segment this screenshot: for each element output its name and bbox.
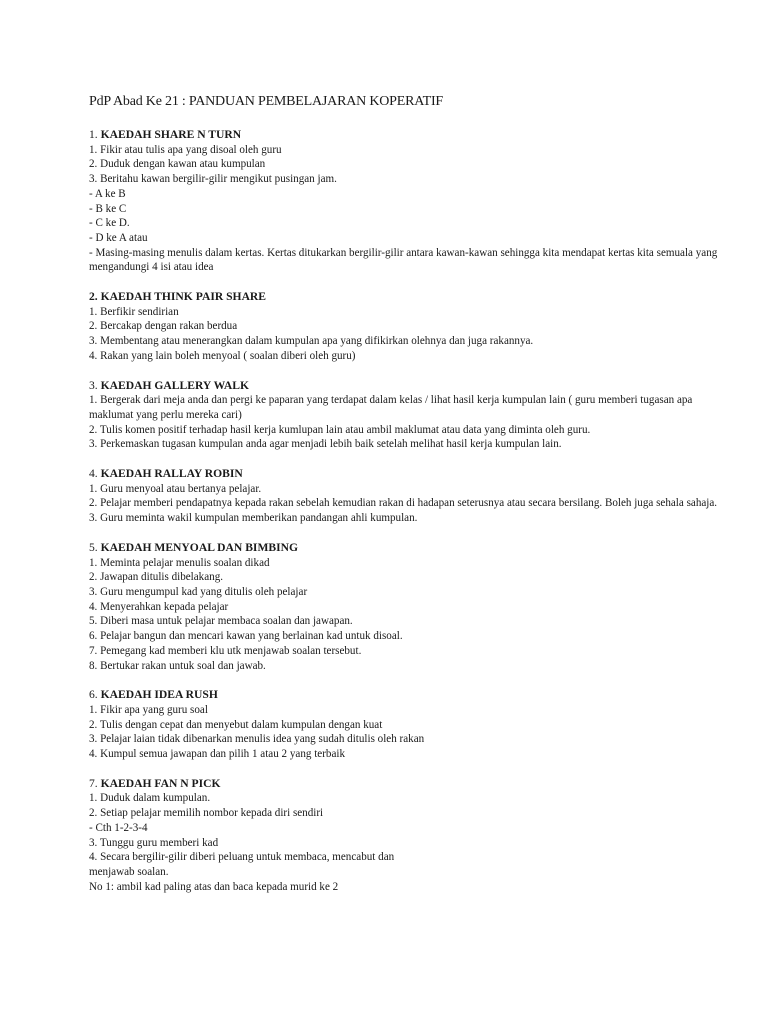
section-number: 5.: [89, 540, 101, 554]
section-1: [89, 128, 728, 275]
list-item: - A ke B: [89, 187, 126, 200]
list-item: No 1: ambil kad paling atas dan baca kepada murid ke 2: [89, 880, 339, 893]
section-heading: [89, 467, 728, 482]
section-title: KAEDAH GALLERY WALK: [100, 378, 249, 392]
section-heading: [89, 688, 728, 703]
section-heading: [89, 541, 728, 556]
section-title: KAEDAH RALLAY ROBIN: [100, 467, 243, 481]
section-heading: [89, 777, 728, 792]
document-title: PdP Abad Ke 21 : PANDUAN PEMBELAJARAN KOPERATIF: [89, 94, 443, 109]
list-item: 1. Duduk dalam kumpulan.: [89, 792, 211, 805]
section-number: 3.: [89, 378, 101, 392]
section-title: KAEDAH MENYOAL DAN BIMBING: [100, 540, 299, 554]
section-2: [89, 290, 728, 364]
list-item: 1. Bergerak dari meja anda dan pergi ke paparan yang terdapat dalam kelas / lihat hasil kerja kumpulan lain ( guru memberi tugasan apa maklumat yang perlu mereka cari): [89, 394, 693, 421]
list-item: 4. Rakan yang lain boleh menyoal ( soalan diberi oleh guru): [89, 349, 356, 362]
section-number: 7.: [89, 776, 101, 790]
list-item: 2. Setiap pelajar memilih nombor kepada diri sendiri: [89, 807, 324, 820]
list-item: 8. Bertukar rakan untuk soal dan jawab.: [89, 659, 266, 672]
list-item: 2. Bercakap dengan rakan berdua: [89, 320, 238, 333]
list-item: 3. Pelajar laian tidak dibenarkan menulis idea yang sudah ditulis oleh rakan: [89, 733, 425, 746]
list-item: 1. Fikir apa yang guru soal: [89, 703, 208, 716]
list-item: 1. Fikir atau tulis apa yang disoal oleh guru: [89, 143, 282, 156]
list-item: 3. Tunggu guru memberi kad: [89, 836, 219, 849]
section-title: KAEDAH IDEA RUSH: [100, 688, 218, 702]
section-6: [89, 688, 728, 762]
list-item: 2. Jawapan ditulis dibelakang.: [89, 571, 224, 584]
section-5: [89, 541, 728, 673]
list-item: 2. Duduk dengan kawan atau kumpulan: [89, 158, 266, 171]
sections-container: [89, 128, 728, 894]
list-item: - D ke A atau: [89, 231, 148, 244]
list-item: - Masing-masing menulis dalam kertas. Kertas ditukarkan bergilir-gilir antara kawan-kawan sehingga kita mendapat kertas kita semuala yang mengandungi 4 isi atau idea: [89, 246, 718, 274]
list-item: 1. Guru menyoal atau bertanya pelajar.: [89, 482, 262, 495]
list-item: 4. Menyerahkan kepada pelajar: [89, 600, 229, 613]
list-item: 6. Pelajar bangun dan mencari kawan yang berlainan kad untuk disoal.: [89, 630, 403, 643]
list-item: 3. Perkemaskan tugasan kumpulan anda agar menjadi lebih baik setelah melihat hasil kerja kumpulan lain.: [89, 438, 562, 451]
list-item: 2. Tulis dengan cepat dan menyebut dalam kumpulan dengan kuat: [89, 718, 383, 731]
list-item: 7. Pemegang kad memberi klu utk menjawab soalan tersebut.: [89, 644, 362, 657]
section-3: [89, 379, 728, 453]
section-title: KAEDAH SHARE N TURN: [100, 128, 242, 141]
section-heading: [89, 379, 728, 394]
list-item: - C ke D.: [89, 217, 130, 230]
list-item: 3. Guru mengumpul kad yang ditulis oleh pelajar: [89, 585, 308, 598]
list-item: 3. Membentang atau menerangkan dalam kumpulan apa yang difikirkan olehnya dan juga rakannya.: [89, 335, 534, 348]
list-item: 1. Berfikir sendirian: [89, 305, 179, 318]
list-item: 4. Kumpul semua jawapan dan pilih 1 atau 2 yang terbaik: [89, 748, 346, 761]
list-item: - B ke C: [89, 202, 127, 215]
list-item: 3. Beritahu kawan bergilir-gilir mengikut pusingan jam.: [89, 173, 337, 186]
list-item: 3. Guru meminta wakil kumpulan memberikan pandangan ahli kumpulan.: [89, 512, 418, 525]
list-item: 1. Meminta pelajar menulis soalan dikad: [89, 556, 270, 569]
section-heading: [89, 128, 728, 143]
list-item: 2. Tulis komen positif terhadap hasil kerja kumlupan lain atau ambil maklumat atau data yang diminta oleh guru.: [89, 423, 591, 436]
list-item: menjawab soalan.: [89, 865, 169, 878]
section-7: [89, 777, 728, 895]
section-4: [89, 467, 728, 526]
list-item: 5. Diberi masa untuk pelajar membaca soalan dan jawapan.: [89, 615, 353, 628]
section-number: 1.: [89, 128, 101, 141]
section-heading: [89, 290, 728, 305]
list-item: 4. Secara bergilir-gilir diberi peluang untuk membaca, mencabut dan: [89, 851, 395, 864]
section-title: 2. KAEDAH THINK PAIR SHARE: [89, 290, 267, 304]
list-item: - Cth 1-2-3-4: [89, 821, 148, 834]
section-number: 4.: [89, 467, 101, 481]
list-item: 2. Pelajar memberi pendapatnya kepada rakan sebelah kemudian rakan di hadapan seterusnya atau secara bersilang. Boleh juga sehala sahaja.: [89, 497, 718, 510]
section-title: KAEDAH FAN N PICK: [100, 776, 221, 790]
section-number: 6.: [89, 688, 101, 702]
